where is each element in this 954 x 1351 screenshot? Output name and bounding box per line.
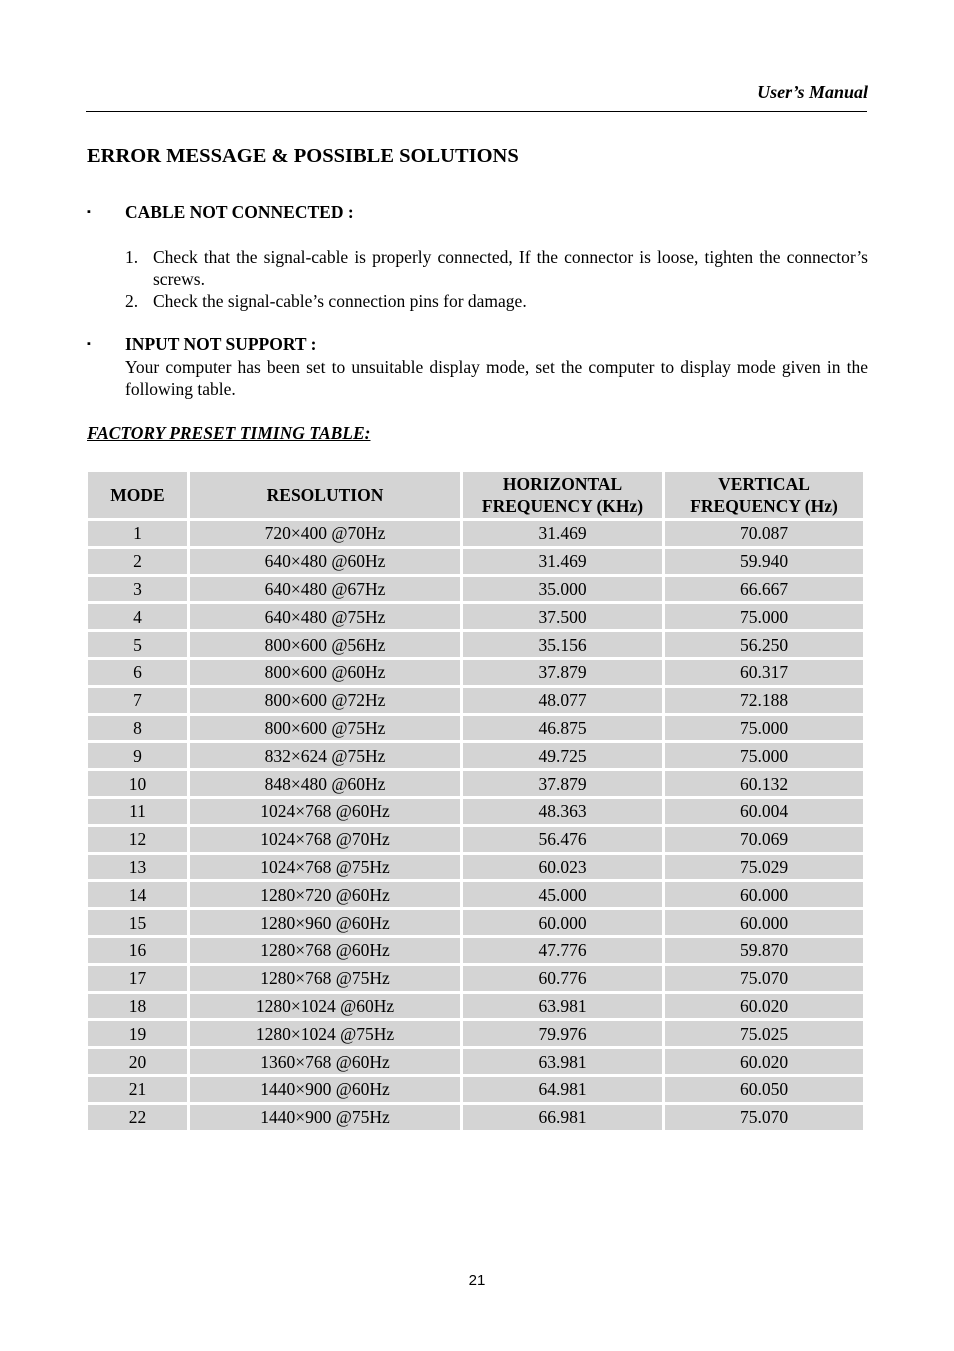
horizontal-frequency-cell: 35.000: [463, 577, 662, 602]
mode-cell: 20: [88, 1049, 187, 1074]
header-mode: MODE: [88, 472, 187, 518]
running-header-title: User’s Manual: [757, 82, 868, 102]
horizontal-frequency-cell: 66.981: [463, 1105, 662, 1130]
page-number: 21: [468, 1272, 486, 1289]
horizontal-frequency-cell: 60.023: [463, 855, 662, 880]
header-horizontal-frequency: HORIZONTAL FREQUENCY (KHz): [463, 472, 662, 518]
horizontal-frequency-cell: 45.000: [463, 882, 662, 907]
mode-cell: 3: [88, 577, 187, 602]
table-row: [88, 882, 863, 907]
resolution-cell: 800×600 @60Hz: [190, 660, 460, 685]
mode-cell: 11: [88, 799, 187, 824]
vertical-frequency-cell: 72.188: [665, 688, 863, 713]
resolution-cell: 800×600 @56Hz: [190, 632, 460, 657]
horizontal-frequency-cell: 31.469: [463, 549, 662, 574]
table-row: [88, 743, 863, 768]
table-caption: FACTORY PRESET TIMING TABLE:: [87, 423, 371, 443]
table-row: [88, 855, 863, 880]
table-row: [88, 660, 863, 685]
vertical-frequency-cell: 56.250: [665, 632, 863, 657]
mode-cell: 4: [88, 604, 187, 629]
step-text: Check that the signal-cable is properly connected, If the connector is loose, tighten the connector’s screws.: [153, 247, 868, 289]
horizontal-frequency-cell: 35.156: [463, 632, 662, 657]
vertical-frequency-cell: 70.087: [665, 521, 863, 546]
vertical-frequency-cell: 75.070: [665, 1105, 863, 1130]
vertical-frequency-cell: 60.132: [665, 771, 863, 796]
resolution-cell: 848×480 @60Hz: [190, 771, 460, 796]
horizontal-frequency-cell: 37.500: [463, 604, 662, 629]
horizontal-frequency-cell: 48.077: [463, 688, 662, 713]
vertical-frequency-cell: 60.020: [665, 994, 863, 1019]
horizontal-frequency-cell: 46.875: [463, 716, 662, 741]
mode-cell: 18: [88, 994, 187, 1019]
horizontal-frequency-cell: 63.981: [463, 994, 662, 1019]
mode-cell: 14: [88, 882, 187, 907]
mode-cell: 1: [88, 521, 187, 546]
factory-preset-timing-table: [85, 469, 866, 1133]
resolution-cell: 832×624 @75Hz: [190, 743, 460, 768]
header-resolution: RESOLUTION: [190, 472, 460, 518]
mode-cell: 12: [88, 827, 187, 852]
resolution-cell: 720×400 @70Hz: [190, 521, 460, 546]
vertical-frequency-cell: 60.000: [665, 910, 863, 935]
table-row: [88, 521, 863, 546]
vertical-frequency-cell: 60.050: [665, 1077, 863, 1102]
mode-cell: 2: [88, 549, 187, 574]
table-row: [88, 1105, 863, 1130]
resolution-cell: 1024×768 @75Hz: [190, 855, 460, 880]
step-text: Check the signal-cable’s connection pins for damage.: [153, 291, 527, 311]
resolution-cell: 640×480 @67Hz: [190, 577, 460, 602]
step-item: [125, 290, 868, 312]
table-row: [88, 604, 863, 629]
resolution-cell: 1024×768 @70Hz: [190, 827, 460, 852]
table-row: [88, 632, 863, 657]
table-row: [88, 688, 863, 713]
mode-cell: 16: [88, 938, 187, 963]
table-row: [88, 1049, 863, 1074]
mode-cell: 9: [88, 743, 187, 768]
bullet-marker: ▪: [87, 338, 91, 350]
table-row: [88, 549, 863, 574]
mode-cell: 22: [88, 1105, 187, 1130]
header-vertical-frequency: VERTICAL FREQUENCY (Hz): [665, 472, 863, 518]
header-divider: [86, 111, 867, 112]
table-row: [88, 938, 863, 963]
mode-cell: 17: [88, 966, 187, 991]
resolution-cell: 1280×1024 @60Hz: [190, 994, 460, 1019]
resolution-cell: 1024×768 @60Hz: [190, 799, 460, 824]
horizontal-frequency-cell: 64.981: [463, 1077, 662, 1102]
resolution-cell: 1440×900 @75Hz: [190, 1105, 460, 1130]
table-row: [88, 771, 863, 796]
horizontal-frequency-cell: 60.000: [463, 910, 662, 935]
input-not-support-heading: INPUT NOT SUPPORT :: [125, 334, 317, 354]
vertical-frequency-cell: 75.000: [665, 716, 863, 741]
step-number: 1.: [125, 247, 139, 267]
table-header-row: [88, 472, 863, 518]
vertical-frequency-cell: 60.000: [665, 882, 863, 907]
mode-cell: 21: [88, 1077, 187, 1102]
bullet-marker: ▪: [87, 206, 91, 218]
horizontal-frequency-cell: 56.476: [463, 827, 662, 852]
vertical-frequency-cell: 59.870: [665, 938, 863, 963]
vertical-frequency-cell: 70.069: [665, 827, 863, 852]
horizontal-frequency-cell: 37.879: [463, 660, 662, 685]
horizontal-frequency-cell: 60.776: [463, 966, 662, 991]
resolution-cell: 800×600 @75Hz: [190, 716, 460, 741]
vertical-frequency-cell: 75.000: [665, 743, 863, 768]
horizontal-frequency-cell: 47.776: [463, 938, 662, 963]
step-item: [125, 246, 868, 290]
table-row: [88, 716, 863, 741]
table-row: [88, 1077, 863, 1102]
vertical-frequency-cell: 66.667: [665, 577, 863, 602]
table-row: [88, 910, 863, 935]
mode-cell: 6: [88, 660, 187, 685]
resolution-cell: 1280×1024 @75Hz: [190, 1021, 460, 1046]
vertical-frequency-cell: 75.029: [665, 855, 863, 880]
step-number: 2.: [125, 291, 139, 311]
mode-cell: 8: [88, 716, 187, 741]
resolution-cell: 640×480 @75Hz: [190, 604, 460, 629]
table-row: [88, 577, 863, 602]
resolution-cell: 1280×960 @60Hz: [190, 910, 460, 935]
table-body: [88, 521, 863, 1130]
vertical-frequency-cell: 75.000: [665, 604, 863, 629]
table-row: [88, 1021, 863, 1046]
horizontal-frequency-cell: 37.879: [463, 771, 662, 796]
table-row: [88, 966, 863, 991]
mode-cell: 13: [88, 855, 187, 880]
horizontal-frequency-cell: 49.725: [463, 743, 662, 768]
horizontal-frequency-cell: 63.981: [463, 1049, 662, 1074]
resolution-cell: 1280×720 @60Hz: [190, 882, 460, 907]
vertical-frequency-cell: 59.940: [665, 549, 863, 574]
input-not-support-text: Your computer has been set to unsuitable display mode, set the computer to display mode given in the following table.: [125, 357, 868, 399]
resolution-cell: 640×480 @60Hz: [190, 549, 460, 574]
mode-cell: 15: [88, 910, 187, 935]
table-row: [88, 827, 863, 852]
horizontal-frequency-cell: 31.469: [463, 521, 662, 546]
vertical-frequency-cell: 60.317: [665, 660, 863, 685]
resolution-cell: 1360×768 @60Hz: [190, 1049, 460, 1074]
table-row: [88, 994, 863, 1019]
vertical-frequency-cell: 60.004: [665, 799, 863, 824]
mode-cell: 19: [88, 1021, 187, 1046]
horizontal-frequency-cell: 79.976: [463, 1021, 662, 1046]
resolution-cell: 1440×900 @60Hz: [190, 1077, 460, 1102]
vertical-frequency-cell: 75.025: [665, 1021, 863, 1046]
section-title: ERROR MESSAGE & POSSIBLE SOLUTIONS: [87, 145, 519, 167]
table-row: [88, 799, 863, 824]
resolution-cell: 1280×768 @60Hz: [190, 938, 460, 963]
vertical-frequency-cell: 60.020: [665, 1049, 863, 1074]
resolution-cell: 1280×768 @75Hz: [190, 966, 460, 991]
mode-cell: 7: [88, 688, 187, 713]
resolution-cell: 800×600 @72Hz: [190, 688, 460, 713]
mode-cell: 10: [88, 771, 187, 796]
horizontal-frequency-cell: 48.363: [463, 799, 662, 824]
cable-not-connected-heading: CABLE NOT CONNECTED :: [125, 202, 354, 222]
mode-cell: 5: [88, 632, 187, 657]
vertical-frequency-cell: 75.070: [665, 966, 863, 991]
